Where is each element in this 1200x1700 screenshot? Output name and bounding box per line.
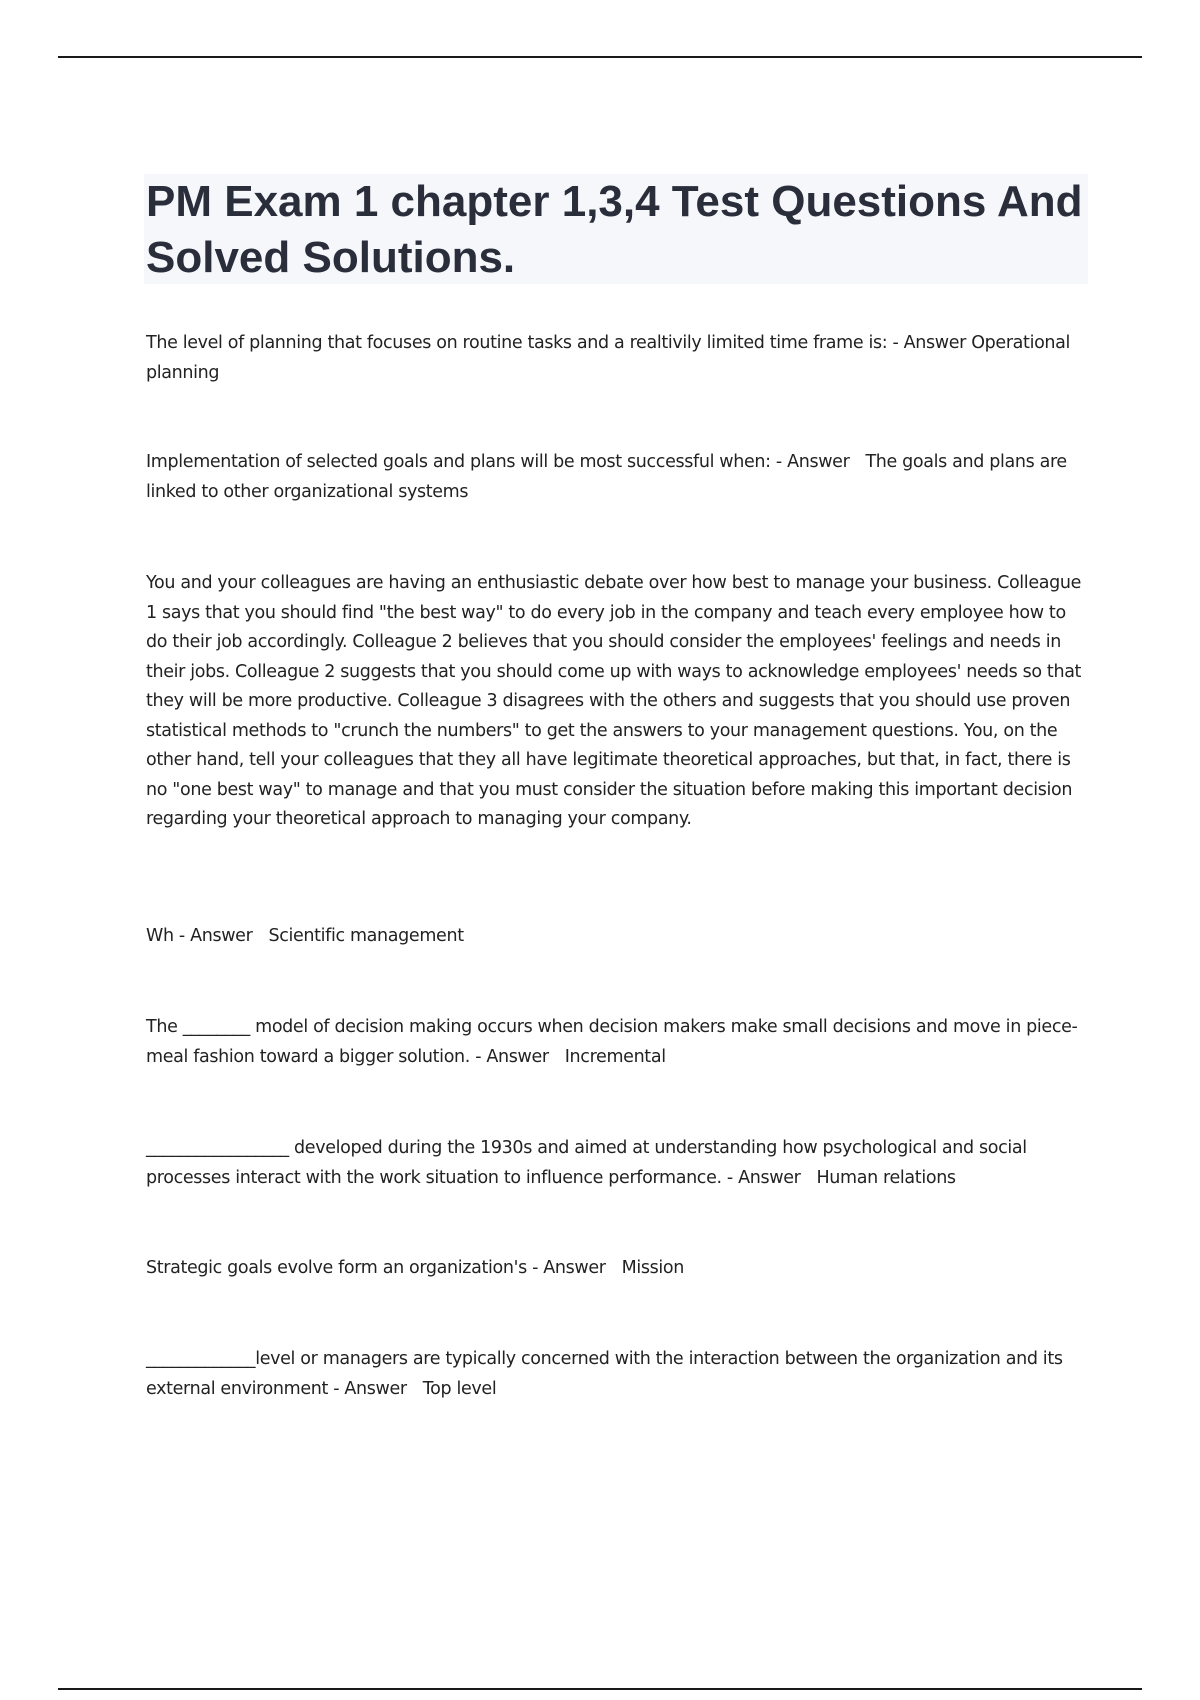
answer-text: Operational planning xyxy=(146,333,1071,383)
header-rule xyxy=(58,56,1142,58)
qa-item-3 xyxy=(146,569,1086,835)
document-title: PM Exam 1 chapter 1,3,4 Test Questions And Solved Solutions. xyxy=(146,177,1083,282)
footer-rule xyxy=(58,1688,1142,1690)
question-text: _________________ developed during the 1930s and aimed at understanding how psychological and social processes interact with the work situation to influence performance. - Answer xyxy=(146,1138,1027,1188)
qa-item-7 xyxy=(146,1254,1086,1284)
answer-text: Human relations xyxy=(816,1167,956,1188)
qa-item-4 xyxy=(146,922,1086,952)
qa-item-1 xyxy=(146,329,1086,388)
question-text: The level of planning that focuses on routine tasks and a realtivily limited time frame is: - Answer xyxy=(146,333,967,353)
question-text: You and your colleagues are having an enthusiastic debate over how best to manage your business. Colleague 1 says that you should find "the best way" to do every job in the company and teach every employee how to do their job accordingly. Colleague 2 believes that you should consider the employees' feelings and needs in their jobs. Colleague 2 suggests that you should come up with ways to acknowledge employees' needs so that they will be more productive. Colleague 3 disagrees with the others and suggests that you should use proven statistical methods to "crunch the numbers" to get the answers to your management questions. You, on the other hand, tell your colleagues that they all have legitimate theoretical approaches, but that, in fact, there is no "one best way" to manage and that you must consider the situation before making this important decision regarding your theoretical approach to managing your company. xyxy=(146,573,1082,829)
answer-text: The goals and plans are linked to other organizational systems xyxy=(146,452,1067,502)
answer-text: Scientific management xyxy=(268,926,464,946)
answer-text: Incremental xyxy=(564,1046,666,1067)
qa-item-6 xyxy=(146,1134,1086,1193)
question-text: Wh - Answer xyxy=(146,926,253,946)
answer-text: Top level xyxy=(422,1378,497,1399)
question-text: _____________level or managers are typically concerned with the interaction between the organization and its external environment - Answer xyxy=(146,1349,1063,1399)
qa-item-8 xyxy=(146,1345,1086,1404)
question-text: The ________ model of decision making occurs when decision makers make small decisions and move in piece-meal fashion toward a bigger solution. - Answer xyxy=(146,1017,1078,1067)
question-text: Implementation of selected goals and plans will be most successful when: - Answer xyxy=(146,452,850,472)
question-text: Strategic goals evolve form an organization's - Answer xyxy=(146,1258,606,1278)
qa-item-2 xyxy=(146,448,1086,507)
qa-item-5 xyxy=(146,1013,1086,1072)
answer-text: Mission xyxy=(621,1258,685,1278)
